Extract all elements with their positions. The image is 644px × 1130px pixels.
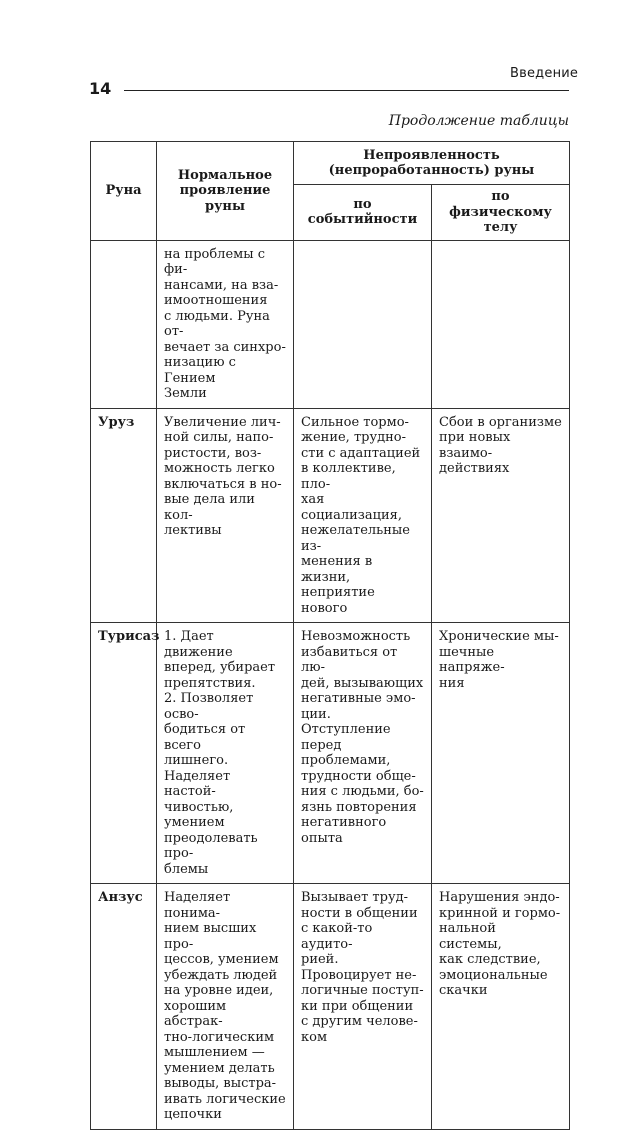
table-continuation-note: Продолжение таблицы xyxy=(388,113,569,129)
page-number: 14 xyxy=(89,79,112,98)
table-row xyxy=(91,240,570,408)
normal-manifestation-cell: Увеличение лич- ной силы, напо- ристости, воз- можность легко включаться в но- вые дела или кол- лективы xyxy=(157,408,294,623)
header-rune: Руна xyxy=(91,142,157,241)
events-cell: Вызывает труд- ности в общении с какой-то аудито- рией. Провоцирует не- логичные поступ- ки при общении с другим челове- ком xyxy=(294,884,432,1130)
header-normal-manifestation: Нормальное проявление руны xyxy=(157,142,294,241)
body-cell: Нарушения эндо- кринной и гормо- нальной системы, как следствие, эмоциональные скачки xyxy=(432,884,570,1130)
header-divider xyxy=(124,90,569,91)
rune-name: Анзус xyxy=(91,884,157,1130)
body-cell: Хронические мы- шечные напряже- ния xyxy=(432,623,570,884)
body-cell: Сбои в организме при новых взаимо- действиях xyxy=(432,408,570,623)
table-row xyxy=(91,408,570,623)
events-cell: Сильное тормо- жение, трудно- сти с адаптацией в коллективе, пло- хая социализация, нежелательные из- менения в жизни, неприятие нового xyxy=(294,408,432,623)
events-cell xyxy=(294,240,432,408)
header-by-physical-body: по физическому телу xyxy=(432,185,570,241)
table-row xyxy=(91,623,570,884)
runes-table xyxy=(90,141,570,1130)
running-header-section: Введение xyxy=(510,66,579,81)
body-cell xyxy=(432,240,570,408)
events-cell: Невозможность избавиться от лю- дей, вызывающих негативные эмо- ции. Отступление перед проблемами, трудности обще- ния с людьми, бо- язнь повторения негативного опыта xyxy=(294,623,432,884)
normal-manifestation-cell: 1. Дает движение вперед, убирает препятствия. 2. Позволяет осво- бодиться от всего лишнего. Наделяет настой- чивостью, умением преодолевать про- блемы xyxy=(157,623,294,884)
header-by-events: по событийности xyxy=(294,185,432,241)
rune-name: Уруз xyxy=(91,408,157,623)
table-row xyxy=(91,884,570,1130)
rune-name xyxy=(91,240,157,408)
normal-manifestation-cell: Наделяет понима- нием высших про- цессов, умением убеждать людей на уровне идеи, хорошим абстрак- тно-логическим мышлением — умением делать выводы, выстра- ивать логические цепочки xyxy=(157,884,294,1130)
rune-name: Турисаз xyxy=(91,623,157,884)
normal-manifestation-cell: на проблемы с фи- нансами, на вза- имоотношения с людьми. Руна от- вечает за синхро- низацию с Гением Земли xyxy=(157,240,294,408)
header-non-manifestation: Непроявленность (непроработанность) руны xyxy=(294,142,570,185)
